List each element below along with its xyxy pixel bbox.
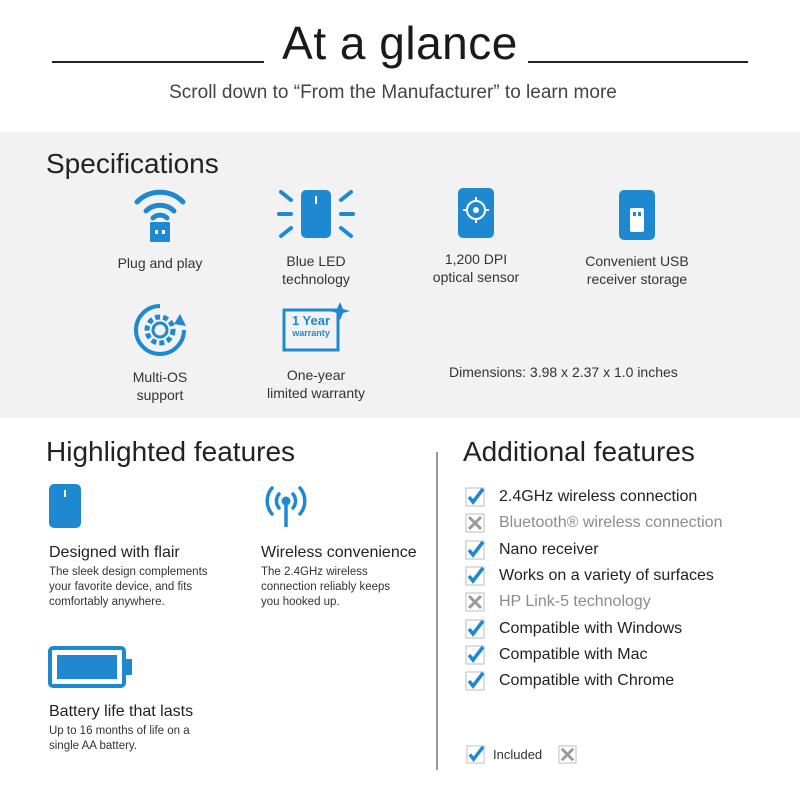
check-icon <box>465 566 485 586</box>
spec-multi-os <box>100 302 220 404</box>
legend-check-icon <box>466 745 485 764</box>
feature-title: Designed with flair <box>49 544 180 561</box>
wireless-usb-icon <box>133 186 187 244</box>
list-item: Compatible with Windows <box>465 615 785 641</box>
feature-description: The sleek design complements your favorite device, and fits comfortably anywhere. <box>49 566 208 608</box>
column-divider <box>436 452 438 770</box>
list-item: Nano receiver <box>465 537 785 563</box>
page-subtitle: Scroll down to “From the Manufacturer” to learn more <box>169 82 617 103</box>
feature-description: The 2.4GHz wireless connection reliably keeps you hooked up. <box>261 566 391 608</box>
usb-receiver-icon <box>617 188 657 242</box>
specifications-title: Specifications <box>46 148 219 179</box>
check-icon <box>465 540 485 560</box>
spec-label: Blue LED technology <box>282 253 350 287</box>
feature-designed-with-flair <box>49 543 224 610</box>
specifications-panel <box>0 132 800 418</box>
spec-plug-and-play <box>100 186 220 272</box>
feature-description: Up to 16 months of life on a single AA battery. <box>49 725 190 752</box>
gear-sync-icon <box>132 302 188 358</box>
check-icon <box>465 619 485 639</box>
warranty-badge-icon <box>282 302 350 354</box>
warranty-badge-year: 1 Year <box>291 313 331 328</box>
feature-battery-life <box>49 702 239 754</box>
legend-included-label: Included <box>493 747 543 762</box>
spec-label: One-year limited warranty <box>266 367 366 401</box>
spec-optical-sensor <box>416 186 536 286</box>
highlighted-features-title: Highlighted features <box>46 436 296 467</box>
spec-warranty <box>250 302 382 402</box>
optical-sensor-icon <box>456 186 496 240</box>
spec-blue-led <box>256 188 376 288</box>
list-item: Compatible with Chrome <box>465 668 785 694</box>
legend-cross-icon <box>558 745 577 764</box>
feature-wireless-convenience <box>261 543 436 610</box>
dimensions-text: Dimensions: 3.98 x 2.37 x 1.0 inches <box>449 364 678 380</box>
additional-features-list <box>465 484 785 694</box>
spec-label: Multi-OS support <box>132 369 188 403</box>
header <box>0 0 800 132</box>
list-item: 2.4GHz wireless connection <box>465 484 785 510</box>
list-item: Works on a variety of surfaces <box>465 563 785 589</box>
antenna-icon <box>262 484 310 528</box>
cross-icon <box>465 513 485 533</box>
legend <box>466 745 577 764</box>
feature-title: Battery life that lasts <box>49 703 194 720</box>
feature-title: Wireless convenience <box>261 544 417 561</box>
spec-label: Convenient USB receiver storage <box>585 253 689 287</box>
check-icon <box>465 645 485 665</box>
list-item: Bluetooth® wireless connection <box>465 510 785 536</box>
mouse-icon <box>48 483 82 529</box>
additional-features-title: Additional features <box>463 436 695 467</box>
list-item: Compatible with Mac <box>465 642 785 668</box>
list-item: HP Link-5 technology <box>465 589 785 615</box>
check-icon <box>465 487 485 507</box>
blue-led-icon <box>277 188 355 242</box>
check-icon <box>465 671 485 691</box>
spec-label: Plug and play <box>117 255 203 271</box>
battery-icon <box>48 646 134 688</box>
warranty-badge-word: warranty <box>292 328 330 338</box>
spec-usb-receiver <box>572 188 702 288</box>
cross-icon <box>465 592 485 612</box>
spec-label: 1,200 DPI optical sensor <box>432 251 520 285</box>
header-rule-right <box>528 61 748 63</box>
page-title: At a glance <box>282 17 518 69</box>
